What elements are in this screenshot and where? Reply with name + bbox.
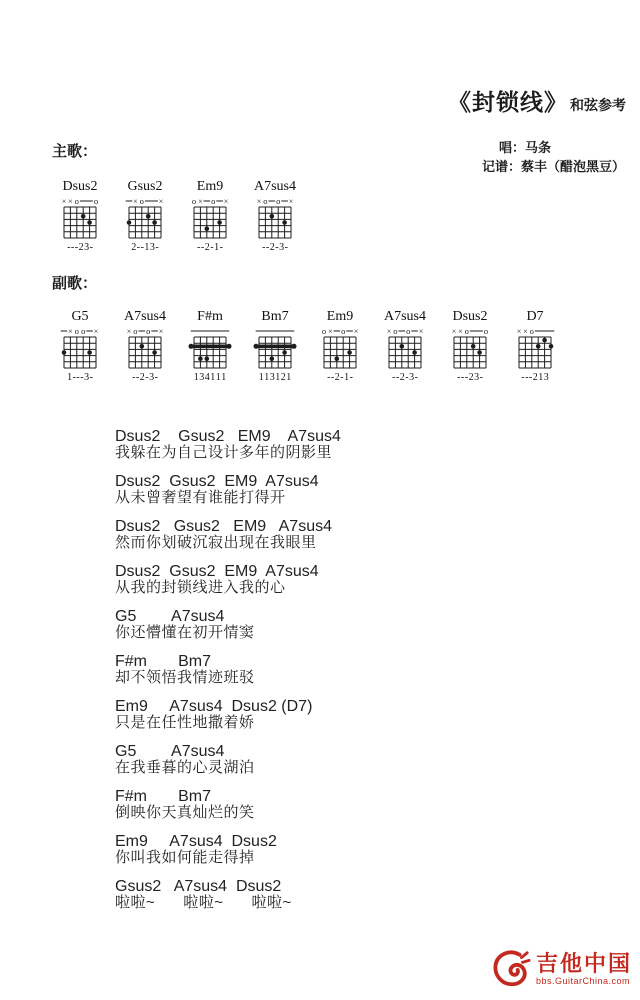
chorus-section-label: 副歌： bbox=[52, 275, 98, 292]
chord-diagram-fsharpm bbox=[178, 309, 242, 383]
lyric-stanza bbox=[115, 564, 341, 596]
svg-text:o: o bbox=[321, 326, 327, 336]
chord-name: D7 bbox=[526, 309, 544, 324]
chord-fingering: - - 2 - 3 - bbox=[392, 372, 418, 383]
chord-line: F#m Bm7 bbox=[115, 788, 212, 805]
logo-url: bbs.GuitarChina.com bbox=[535, 975, 631, 986]
lyric-stanza bbox=[115, 429, 341, 461]
chord-line: F#m Bm7 bbox=[115, 653, 212, 670]
chord-name: Em9 bbox=[196, 179, 224, 194]
lyric-stanza bbox=[115, 474, 341, 506]
svg-text:o: o bbox=[191, 196, 197, 206]
lyric-stanza bbox=[115, 609, 341, 641]
chord-diagram-a7sus4 bbox=[243, 179, 307, 253]
dragon-logo-icon bbox=[490, 948, 532, 990]
lyric-line: 从我的封锁线进入我的心 bbox=[115, 579, 286, 596]
svg-text:o: o bbox=[341, 326, 346, 336]
lyrics-block bbox=[115, 429, 341, 924]
chord-line: Dsus2 Gsus2 EM9 A7sus4 bbox=[115, 563, 319, 580]
lyric-line: 却不领悟我情迹班驳 bbox=[115, 669, 255, 686]
svg-text:×: × bbox=[386, 326, 392, 336]
lyric-stanza bbox=[115, 744, 341, 776]
svg-text:o: o bbox=[393, 326, 398, 336]
svg-text:o: o bbox=[211, 196, 216, 206]
song-subtitle: 和弦参考 bbox=[570, 97, 626, 113]
chord-name: A7sus4 bbox=[253, 179, 296, 194]
guitarchina-logo bbox=[490, 948, 632, 990]
chord-diagram-gsus2 bbox=[113, 179, 177, 253]
svg-text:×: × bbox=[61, 196, 67, 206]
chord-diagram-a7sus4 bbox=[373, 309, 437, 383]
svg-text:o: o bbox=[276, 196, 281, 206]
lyric-stanza bbox=[115, 699, 341, 731]
svg-text:o: o bbox=[406, 326, 411, 336]
song-title: 《封锁线》 bbox=[448, 89, 568, 115]
chord-fingering: - - - 2 3 - bbox=[67, 242, 93, 253]
chord-grid bbox=[113, 195, 177, 241]
credits bbox=[482, 138, 625, 176]
svg-text:×: × bbox=[126, 326, 132, 336]
svg-text:o: o bbox=[139, 196, 144, 206]
svg-text:×: × bbox=[328, 326, 333, 336]
svg-text:o: o bbox=[146, 326, 151, 336]
chord-fingering: - - 2 - 3 - bbox=[262, 242, 288, 253]
chord-name: A7sus4 bbox=[383, 309, 426, 324]
chord-diagram-em9 bbox=[308, 309, 372, 383]
lyric-line: 你还懵懂在初开情窦 bbox=[115, 624, 255, 641]
chord-grid bbox=[113, 325, 177, 371]
chord-line: Gsus2 A7sus4 Dsus2 bbox=[115, 878, 282, 895]
svg-text:×: × bbox=[523, 326, 528, 336]
singer-credit: 唱：马条 bbox=[499, 140, 552, 155]
page-title bbox=[448, 84, 626, 117]
chord-grid bbox=[243, 325, 307, 371]
chord-name: Dsus2 bbox=[452, 309, 488, 324]
chord-grid bbox=[373, 325, 437, 371]
chord-line: Em9 A7sus4 Dsus2 (D7) bbox=[115, 698, 313, 715]
chord-fingering: - - - 2 1 3 bbox=[521, 372, 549, 383]
lyric-stanza bbox=[115, 789, 341, 821]
chord-name: Gsus2 bbox=[127, 179, 163, 194]
lyric-line: 只是在任性地撒着娇 bbox=[115, 714, 255, 731]
svg-text:o: o bbox=[93, 196, 99, 206]
svg-text:×: × bbox=[223, 196, 229, 206]
lyric-line: 然而你划破沉寂出现在我眼里 bbox=[115, 534, 317, 551]
chord-grid bbox=[438, 325, 502, 371]
chord-diagram-d7 bbox=[503, 309, 567, 383]
verse-section-label: 主歌： bbox=[52, 143, 98, 160]
chord-line: G5 A7sus4 bbox=[115, 743, 225, 760]
svg-text:o: o bbox=[529, 326, 534, 336]
chord-diagram-g5 bbox=[48, 309, 112, 383]
chord-fingering: 1 - - - 3 - bbox=[67, 372, 93, 383]
svg-text:×: × bbox=[458, 326, 463, 336]
lyric-line: 在我垂暮的心灵湖泊 bbox=[115, 759, 255, 776]
chord-fingering: - - - 2 3 - bbox=[457, 372, 483, 383]
svg-text:×: × bbox=[256, 196, 262, 206]
svg-text:×: × bbox=[93, 326, 99, 336]
chord-diagram-a7sus4 bbox=[113, 309, 177, 383]
chord-name: A7sus4 bbox=[123, 309, 166, 324]
logo-name: 吉他中国 bbox=[535, 950, 632, 976]
chord-name: Bm7 bbox=[261, 309, 289, 324]
lyric-stanza bbox=[115, 519, 341, 551]
svg-text:×: × bbox=[418, 326, 424, 336]
svg-text:o: o bbox=[263, 196, 268, 206]
chord-fingering: - - 2 - 3 - bbox=[132, 372, 158, 383]
chord-diagram-dsus2 bbox=[48, 179, 112, 253]
chord-fingering: - - 2 - 1 - bbox=[197, 242, 223, 253]
lyric-line: 从未曾奢望有谁能打得开 bbox=[115, 489, 286, 506]
chord-line: G5 A7sus4 bbox=[115, 608, 225, 625]
chord-grid bbox=[48, 325, 112, 371]
chord-grid bbox=[178, 195, 242, 241]
chord-diagram-dsus2 bbox=[438, 309, 502, 383]
chord-grid bbox=[243, 195, 307, 241]
chord-name: Em9 bbox=[326, 309, 354, 324]
chord-grid bbox=[308, 325, 372, 371]
transcriber-credit: 记谱：蔡丰（醋泡黑豆） bbox=[482, 159, 626, 174]
chord-diagram-em9 bbox=[178, 179, 242, 253]
svg-text:o: o bbox=[483, 326, 489, 336]
logo-text bbox=[536, 952, 632, 987]
lyric-stanza bbox=[115, 879, 341, 911]
svg-text:o: o bbox=[464, 326, 469, 336]
svg-text:o: o bbox=[133, 326, 138, 336]
svg-text:×: × bbox=[516, 326, 522, 336]
lyric-line: 倒映你天真灿烂的笑 bbox=[115, 804, 255, 821]
chord-grid bbox=[178, 325, 242, 371]
chord-grid bbox=[503, 325, 567, 371]
lyric-line: 啦啦~ 啦啦~ 啦啦~ bbox=[115, 894, 292, 911]
lyric-line: 我躲在为自己设计多年的阴影里 bbox=[115, 444, 333, 461]
lyric-stanza bbox=[115, 834, 341, 866]
chord-name: G5 bbox=[71, 309, 89, 324]
chord-fingering: 1 3 4 1 1 1 bbox=[193, 372, 227, 383]
svg-text:×: × bbox=[68, 196, 73, 206]
chord-diagram-bm7 bbox=[243, 309, 307, 383]
svg-text:o: o bbox=[74, 326, 79, 336]
svg-text:o: o bbox=[81, 326, 86, 336]
svg-text:×: × bbox=[158, 196, 164, 206]
lyric-stanza bbox=[115, 654, 341, 686]
chord-name: F#m bbox=[197, 309, 223, 324]
svg-text:×: × bbox=[68, 326, 73, 336]
chord-fingering: 2 - - 1 3 - bbox=[131, 242, 159, 253]
chord-line: Dsus2 Gsus2 EM9 A7sus4 bbox=[115, 518, 332, 535]
chord-fingering: 1 1 3 1 2 1 bbox=[258, 372, 292, 383]
svg-text:o: o bbox=[74, 196, 79, 206]
chord-line: Dsus2 Gsus2 EM9 A7sus4 bbox=[115, 473, 319, 490]
chord-grid bbox=[48, 195, 112, 241]
chorus-chord-row bbox=[48, 309, 568, 383]
chord-line: Em9 A7sus4 Dsus2 bbox=[115, 833, 277, 850]
svg-text:×: × bbox=[198, 196, 203, 206]
svg-text:×: × bbox=[353, 326, 359, 336]
svg-text:×: × bbox=[133, 196, 138, 206]
lyric-line: 你叫我如何能走得掉 bbox=[115, 849, 255, 866]
svg-text:×: × bbox=[158, 326, 164, 336]
svg-text:×: × bbox=[288, 196, 294, 206]
svg-text:×: × bbox=[451, 326, 457, 336]
chord-fingering: - - 2 - 1 - bbox=[327, 372, 353, 383]
verse-chord-row bbox=[48, 179, 308, 253]
chord-line: Dsus2 Gsus2 EM9 A7sus4 bbox=[115, 428, 341, 445]
chord-name: Dsus2 bbox=[62, 179, 98, 194]
